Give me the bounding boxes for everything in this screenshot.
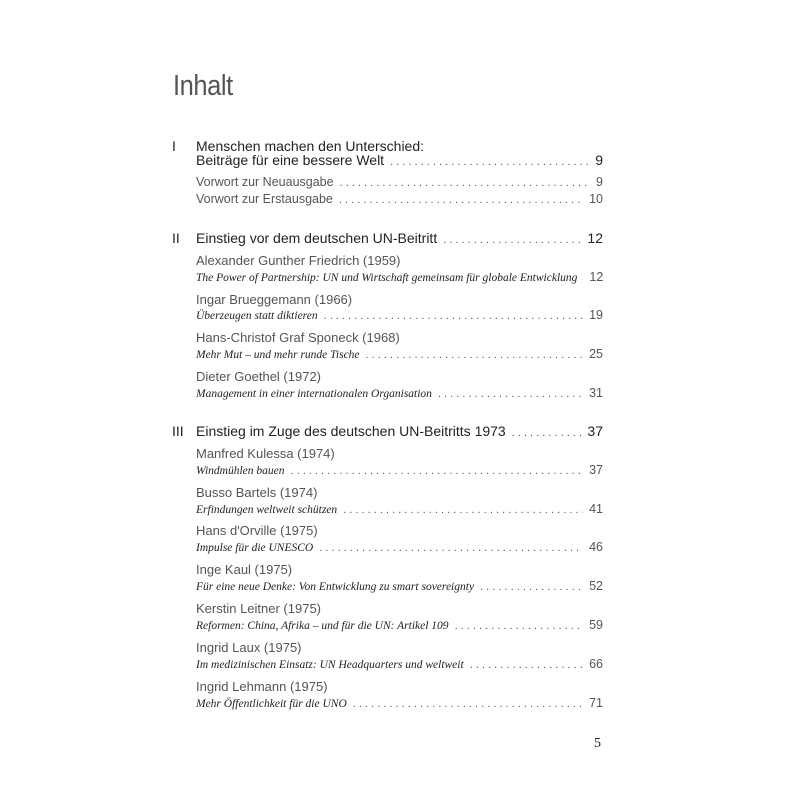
page-ref: 37 [587,423,603,439]
page-ref: 59 [589,618,603,632]
entry-author: Alexander Gunther Friedrich (1959) [196,253,401,268]
page-ref: 52 [589,579,603,593]
page-ref: 66 [589,657,603,671]
page-ref: 41 [589,502,603,516]
toc-entry[interactable] [196,463,603,483]
toc-section-entry[interactable] [196,423,603,443]
dot-leader [353,698,583,710]
toc-entry[interactable] [196,502,603,522]
entry-author: Inge Kaul (1975) [196,562,293,577]
page-ref: 25 [589,347,603,361]
page-number: 5 [594,736,601,751]
entry-author: Ingar Brueggemann (1966) [196,292,353,307]
dot-leader [470,659,583,671]
toc-entry[interactable] [196,347,603,367]
dot-leader [443,234,581,246]
entry-title: Für eine neue Denke: Von Entwicklung zu smart sovereignty [196,581,475,593]
section-title: Einstieg im Zuge des deutschen UN-Beitritts 1973 [196,423,506,439]
dot-leader [343,504,583,516]
page-ref: 37 [589,463,603,477]
section-title: Einstieg vor dem deutschen UN-Beitritt [196,230,438,246]
dot-leader [319,542,583,554]
toc-entry[interactable] [196,696,603,716]
dot-leader [512,427,582,439]
page-ref: 46 [589,540,603,554]
entry-title: Mehr Öffentlichkeit für die UNO [196,698,347,710]
toc-entry[interactable] [196,579,603,599]
page-ref: 9 [595,152,603,168]
page-ref: 71 [589,696,603,710]
dot-leader [324,310,584,322]
section-title-line: Menschen machen den Unterschied: [196,138,425,154]
entry-title: Windmühlen bauen [196,465,285,477]
dot-leader [340,177,590,189]
page-ref: 19 [589,308,603,322]
dot-leader [480,581,583,593]
toc-entry[interactable] [196,270,603,290]
entry-author: Ingrid Lehmann (1975) [196,679,328,694]
entry-title: Mehr Mut – und mehr runde Tische [196,349,360,361]
section-numeral: II [172,230,180,246]
page-title: Inhalt [173,70,233,102]
page-ref: 9 [596,175,603,189]
toc-entry[interactable] [196,192,603,212]
entry-title: Im medizinischen Einsatz: UN Headquarters und weltweit [196,659,464,671]
entry-author: Dieter Goethel (1972) [196,369,322,384]
dot-leader [438,388,583,400]
entry-author: Busso Bartels (1974) [196,485,318,500]
page-ref: 12 [589,270,604,284]
section-numeral: III [172,423,184,439]
dot-leader [339,194,583,206]
page-ref: 10 [589,192,603,206]
toc-entry[interactable] [196,657,603,677]
entry-title: The Power of Partnership: UN und Wirtschaft gemeinsam für globale Entwicklung [196,272,578,284]
entry-author: Hans d'Orville (1975) [196,523,318,538]
page-ref: 31 [589,386,603,400]
toc-entry[interactable] [196,618,603,638]
entry-author: Ingrid Laux (1975) [196,640,302,655]
entry-title: Vorwort zur Neuausgabe [196,175,334,189]
section-title: Beiträge für eine bessere Welt [196,152,385,168]
section-numeral: I [172,138,176,154]
dot-leader [366,349,584,361]
entry-title: Vorwort zur Erstausgabe [196,192,333,206]
dot-leader [290,465,583,477]
toc-section-entry[interactable] [196,230,603,250]
dot-leader [455,620,584,632]
entry-title: Erfindungen weltweit schützen [196,504,338,516]
page-ref: 12 [587,230,603,246]
toc-entry[interactable] [196,386,603,406]
entry-title: Reformen: China, Afrika – und für die UN: Artikel 109 [196,620,449,632]
entry-title: Überzeugen statt diktieren [196,310,318,322]
toc-section-entry[interactable] [196,152,603,172]
entry-title: Management in einer internationalen Organisation [196,388,432,400]
entry-title: Impulse für die UNESCO [196,542,314,554]
dot-leader [390,156,589,168]
entry-author: Hans-Christof Graf Sponeck (1968) [196,330,400,345]
toc-entry[interactable] [196,540,603,560]
entry-author: Kerstin Leitner (1975) [196,601,322,616]
toc-entry[interactable] [196,308,603,328]
entry-author: Manfred Kulessa (1974) [196,446,335,461]
